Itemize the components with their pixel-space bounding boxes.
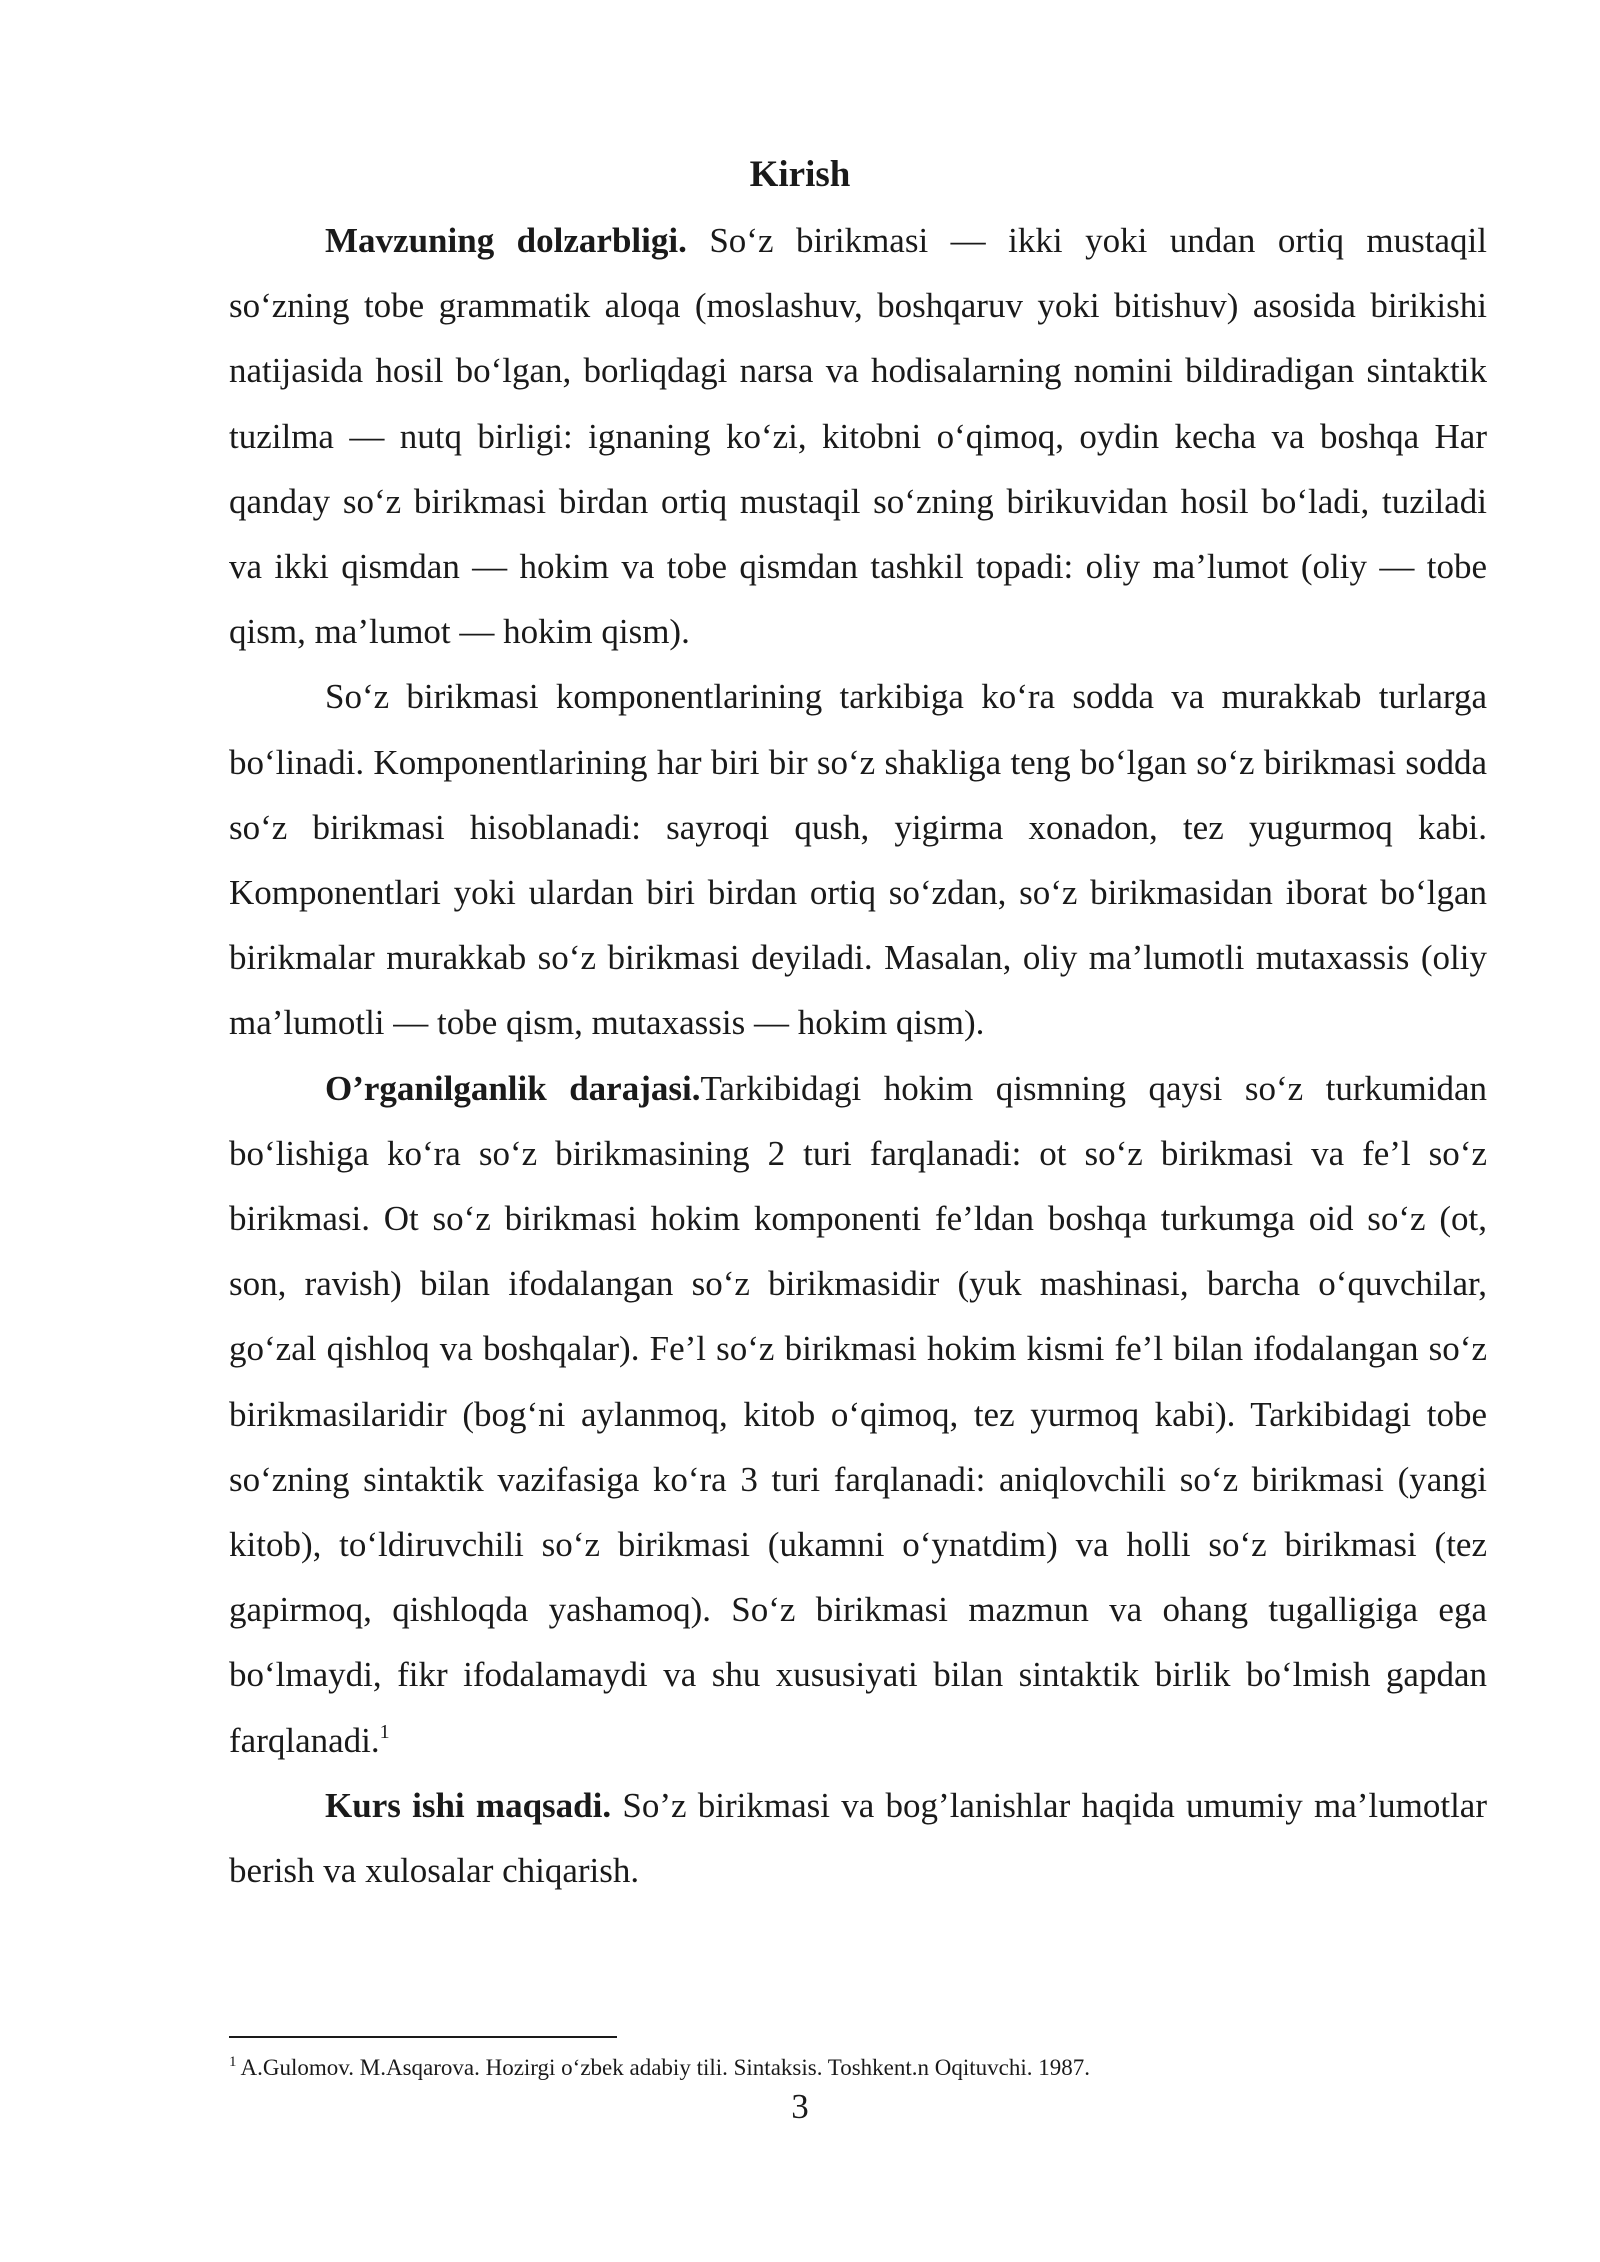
paragraph-text: So‘z birikmasi komponentlarining tarkibiga ko‘ra sodda va murakkab turlarga bo‘linadi. Komponentlarining har biri bir so‘z shakliga teng bo‘lgan so‘z birikmasi sodda so‘z birikmasi hisoblanadi: sayroqi qush, yigirma xonadon, tez yugurmoq kabi. Komponentlari yoki ulardan biri birdan ortiq so‘zdan, so‘z birikmasidan iborat bo‘lgan birikmalar murakkab so‘z birikmasi deyiladi. Masalan, oliy ma’lumotli mutaxassis (oliy ma’lumotli — tobe qism, mutaxassis — hokim qism). [229,677,1487,1043]
footnote-reference[interactable]: 1 [379,1720,390,1743]
paragraph-phrase-types [229,664,1487,1055]
footnote [229,2052,1487,2084]
body-text [229,208,1487,1903]
paragraph-lead: Mavzuning dolzarbligi. [325,221,687,260]
paragraph-text: So‘z birikmasi — ikki yoki undan ortiq mustaqil so‘zning tobe grammatik aloqa (moslashuv, boshqaruv yoki bitishuv) asosida birikishi natijasida hosil bo‘lgan, borliqdagi narsa va hodisalarning nomini bildiradigan sintaktik tuzilma — nutq birligi: ignaning ko‘zi, kitobni o‘qimoq, oydin kecha va boshqa Har qanday so‘z birikmasi birdan ortiq mustaqil so‘zning birikuvidan hosil bo‘ladi, tuziladi va ikki qismdan — hokim va tobe qismdan tashkil topadi: oliy ma’lumot (oliy — tobe qism, ma’lumot — hokim qism). [229,221,1487,652]
paragraph-text: Tarkibidagi hokim qismning qaysi so‘z turkumidan bo‘lishiga ko‘ra so‘z birikmasining 2 turi farqlanadi: ot so‘z birikmasi va fe’l so‘z birikmasi. Ot so‘z birikmasi hokim komponenti fe’ldan boshqa turkumga oid so‘z (ot, son, ravish) bilan ifodalangan so‘z birikmasidir (yuk mashinasi, barcha o‘quvchilar, go‘zal qishloq va boshqalar). Fe’l so‘z birikmasi hokim kismi fe’l bilan ifodalangan so‘z birikmasilaridir (bog‘ni aylanmoq, kitob o‘qimoq, tez yurmoq kabi). Tarkibidagi tobe so‘zning sintaktik vazifasiga ko‘ra 3 turi farqlanadi: aniqlovchili so‘z birikmasi (yangi kitob), to‘ldiruvchili so‘z birikmasi (ukamni o‘ynatdim) va holli so‘z birikmasi (tez gapirmoq, qishloqda yashamoq). So‘z birikmasi mazmun va ohang tugalligiga ega bo‘lmaydi, fikr ifodalamaydi va shu xususiyati bilan sintaktik birlik bo‘lmish gapdan farqlanadi. [229,1068,1487,1760]
paragraph-text: So’z birikmasi va bog’lanishlar haqida umumiy ma’lumotlar berish va xulosalar chiqarish. [229,1785,1487,1891]
paragraph-lead: Kurs ishi maqsadi. [325,1785,612,1825]
page-number: 3 [791,2087,809,2126]
footnote-marker: 1 [229,2054,237,2070]
footnote-divider [229,2036,617,2038]
paragraph-goal [229,1773,1487,1903]
paragraph-relevance [229,208,1487,664]
footnote-text: A.Gulomov. M.Asqarova. Hozirgi o‘zbek adabiy tili. Sintaksis. Toshkent.n Oqituvchi. 1987. [240,2055,1091,2080]
paragraph-study-level [229,1056,1487,1773]
paragraph-lead: O’rganilganlik darajasi. [325,1068,701,1108]
page-title: Kirish [749,154,851,195]
